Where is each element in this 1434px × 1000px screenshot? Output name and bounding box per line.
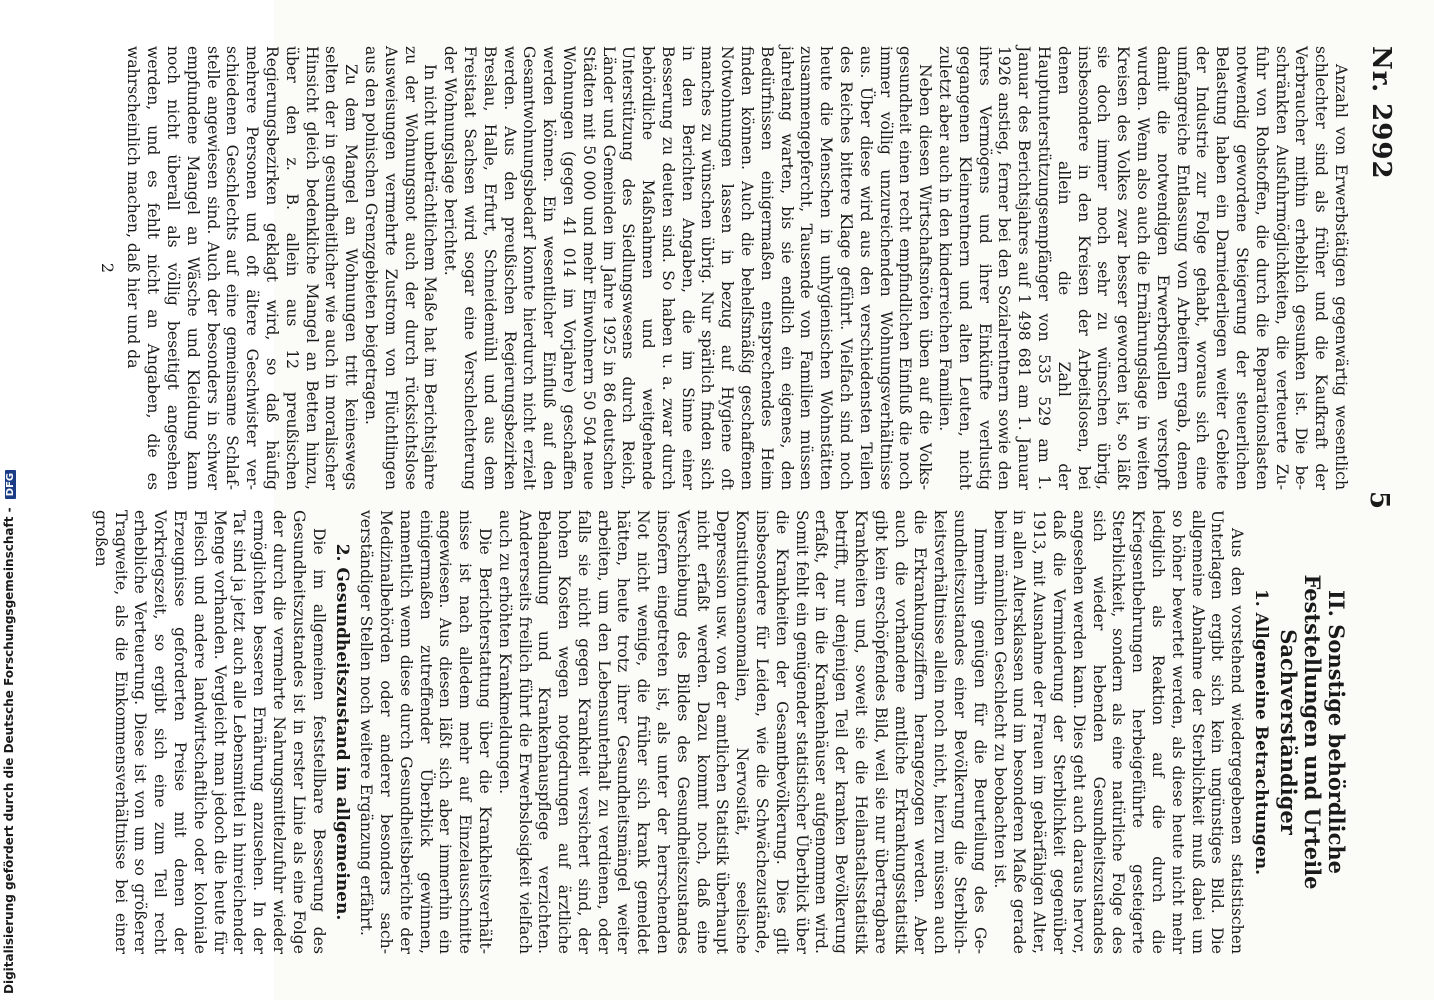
paragraph: Neben diesen Wirtschaftsnöten üben auf die Volksgesundheit einen recht empfindlichen Einfluß die noch immer völlig unzureichenden Wohnungsverhältnisse aus. Über diese wird aus den verschiedensten Teilen des Reiches bittere Klage geführt. Vielfach sind noch heute die Menschen in unhygienischen Wohnstätten zusammengepfercht, Tausende von Familien müssen jahrelang warten, bis sie endlich ein eigenes, den Bedürfnissen einigermaßen entsprechendes Heim finden können. Auch die behelfsmäßig geschaffenen Notwohnungen lassen in bezug auf Hygiene oft manches zu wünschen übrig. Nur spärlich finden sich in den Berichten Angaben, die im Sinne einer Besserung zu deuten sind. So haben u. a. zwar durch behördliche Maßnahmen und weitgehende Unterstützung des Siedlungswesens durch Reich, Länder und Gemeinden im Jahre 1925 in 86 deutschen Städten mit 50 000 und mehr Einwohnern 50 504 neue Wohnungen (gegen 41 014 im Vorjahre) geschaffen werden können. Ein wesentlicher Einfluß auf den Gesamtwohnungsbedarf konnte hierdurch nicht erzielt werden. Aus den preußischen Regierungsbezirken Breslau, Halle, Erfurt, Schneidemühl und aus dem Freistaat Sachsen wird sogar eine Verschlechterung der Wohnungslage berichtet. <box>441 46 935 490</box>
paragraph: Anzahl von Erwerbstätigen gegenwärtig wesentlich schlechter sind als früher und die Kaufkraft der Verbraucher mithin erheblich gesunken ist. Die beschränkten Ausfuhrmöglichkeiten, die verteuerte Zufuhr von Rohstoffen, die durch die Reparationslasten notwendig gewordene Steigerung der steuerlichen Belastung haben ein Darniederliegen weiter Gebiete der Industrie zur Folge gehabt, woraus sich eine umfangreiche Entlassung von Arbeitern ergab, denen damit die notwendigen Erwerbsquellen verstopft wurden. Wenn also auch die Ernährungslage in weiten Kreisen des Volkes zwar besser geworden ist, so läßt sie doch immer noch sehr zu wünschen übrig, insbesondere in den Kreisen der Arbeitslosen, bei denen allein die Zahl der Hauptunterstützungsempfänger von 535 529 am 1. Januar des Berichtsjahres auf 1 498 681 am 1. Januar 1926 anstieg, ferner bei den Sozialrentnern sowie den ihres Vermögens und ihrer Einkünfte verlustig gegangenen Kleinrentnern und alten Leuten, nicht zuletzt aber auch in den kinderreichen Familien. <box>936 46 1350 490</box>
paragraph: Aus den vorstehend wiedergegebenen statistischen Unterlagen ergibt sich kein ungünstiges Bild. Die allgemeine Abnahme der Sterblichkeit muß dabei um so höher bewertet werden, als diese heute nicht mehr lediglich als Reaktion auf die durch die Kriegsentbehrungen herbeigeführte gesteigerte Sterblichkeit, sondern als eine natürliche Folge des sich wieder hebenden Gesundheitszustandes angesehen werden kann. Dies geht auch daraus hervor, daß die Verminderung der Sterblichkeit gegenüber 1913, mit Ausnahme der Frauen im gebärfähigen Alter, in allen Altersklassen und im besonderen Maße gerade beim männlichen Geschlecht zu beobachten ist. <box>990 510 1247 954</box>
subsection-title: 2. Gesundheitszustand im allgemeinen. <box>332 543 353 921</box>
paragraph: Die Berichterstattung über die Krankheitsverhältnisse ist nach alledem mehr auf Einzelausschnitte angewiesen. Aus diesen läßt sich aber immerhin ein einigermaßen zutreffender Überblick gewinnen, namentlich wenn diese durch Gesundheitsberichte der Medizinalbehörden oder anderer besonders sachverständiger Stellen noch weitere Ergänzung erfährt. <box>357 510 494 954</box>
dfg-logo-icon: DFG <box>5 470 16 499</box>
paragraph: In nicht unbeträchtlichem Maße hat im Berichtsjahre zu der Wohnungsnot auch der durch rücksichtslose Ausweisungen vermehrte Zustrom von Flüchtlingen aus den polnischen Grenzgebieten beigetragen. <box>361 46 440 490</box>
signature-mark: 2 <box>97 262 117 274</box>
text-columns <box>91 46 1350 954</box>
credit-text: Digitalisierung gefördert durch die Deutsche Forschungsgemeinschaft - <box>2 507 16 994</box>
paragraph: Die im allgemeinen feststellbare Besserung des Gesundheitszustandes ist in erster Linie als eine Folge der durch die vermehrte Nahrungsmittelzufuhr wieder ermöglichten besseren Ernährung anzusehen. In der Tat sind ja jetzt auch alle Lebensmittel in hinreichender Menge vorhanden. Vergleicht man jedoch die heute für Fleisch und andere landwirtschaftliche oder koloniale Erzeugnisse geforderten Preise mit denen der Vorkriegszeit, so ergibt sich eine zum Teil recht erhebliche Verteuerung. Diese ist von um so größerer Tragweite, als die Einkommensverhältnisse bei einer großen <box>91 510 328 954</box>
issue-number: Nr. 2992 <box>1366 46 1396 180</box>
paragraph: Zu dem Mangel an Wohnungen tritt keineswegs selten der in gesundheitlicher wie auch in moralischer Hinsicht gleich bedenkliche Mangel an Betten hinzu, über den z. B. allein aus 12 preußischen Regierungsbezirken geklagt wird, so daß häufig mehrere Personen und oft ältere Geschwister verschiedenen Geschlechts auf eine gemeinsame Schlafstelle angewiesen sind. Auch der besonders in schwer empfundene Mangel an Wäsche und Kleidung kann noch nicht überall als völlig beseitigt angesehen werden, und es fehlt nicht an Angaben, die es wahrscheinlich machen, daß hier und da <box>124 46 361 490</box>
section-title: II. Sonstige behördliche Feststellungen und Urteile Sachverständiger <box>1276 574 1349 890</box>
subsection-title: 1. Allgemeine Betrachtungen. <box>1251 588 1271 876</box>
paragraph: Immerhin genügen für die Beurteilung des Gesundheitszustandes einer Bevölkerung die Sterblichkeitsverhältnisse allein noch nicht, hierzu müssen auch die Erkrankungsziffern herangezogen werden. Aber auch die vorhandene amtliche Erkrankungsstatistik gibt kein erschöpfendes Bild, weil sie nur übertragbare Krankheiten und, soweit sie die Heilanstaltsstatistik betrifft, nur denjenigen Teil der kranken Bevölkerung erfaßt, der in die Krankenhäuser aufgenommen wird. Somit fehlt ein genügender statistischer Überblick über die Krankheiten der Gesamtbevölkerung. Dies gilt insbesondere für Leiden, wie die Schwächezustände, Konstitutionsanomalien, Nervosität, seelische Depression usw. von der amtlichen Statistik überhaupt nicht erfaßt werden. Dazu kommt noch, daß eine Verschiebung des Bildes des Gesundheitszustandes insofern eingetreten ist, als unter der herrschenden Not nicht wenige, die früher sich krank gemeldet hätten, heute trotz ihrer Gesundheitsmängel weiter arbeiten, um den Lebensunterhalt zu verdienen, oder falls sie nicht gegen Krankheit versichert sind, der hohen Kosten wegen notgedrungen auf ärztliche Behandlung und Krankenhauspflege verzichten. Andererseits freilich führt die Erwerbslosigkeit vielfach auch zu erhöhten Krankmeldungen. <box>495 510 989 954</box>
column-left <box>97 46 1350 490</box>
column-right <box>91 510 1350 954</box>
scanned-page <box>91 0 1434 1000</box>
page-number: 5 <box>1364 490 1394 510</box>
digitization-credit <box>2 0 18 994</box>
page-header <box>1356 46 1396 954</box>
